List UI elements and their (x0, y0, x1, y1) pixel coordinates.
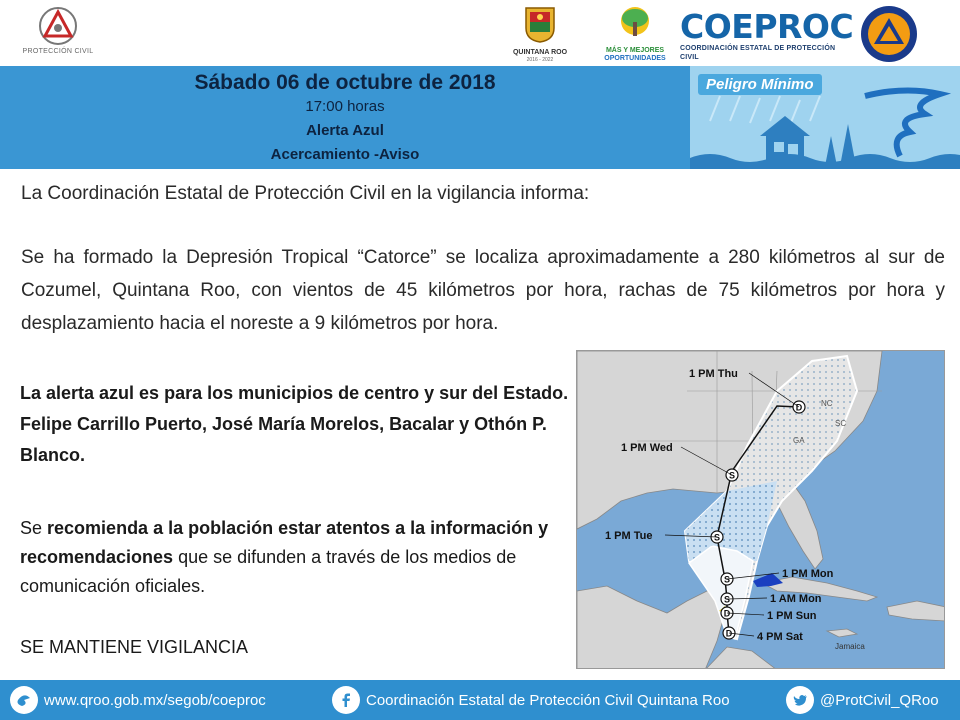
recommendation-part-3: que se difunden a través de los medios de comunicación oficiales. (20, 547, 517, 596)
proteccion-civil-logo (18, 6, 98, 62)
alert-level: Alerta Azul (306, 122, 384, 139)
track-marker-letter-3: S (723, 574, 731, 585)
track-marker-letter-1: S (728, 470, 736, 481)
footer-twitter[interactable] (786, 680, 939, 720)
twitter-handle[interactable]: @ProtCivil_QRoo (820, 691, 939, 709)
alert-stage: Acercamiento -Aviso (270, 146, 420, 163)
bulletin-time: 17:00 horas (305, 98, 385, 115)
proteccion-civil-emblem-icon (38, 6, 78, 46)
facebook-icon (332, 686, 360, 714)
website-icon (10, 686, 38, 714)
track-time-label-6: 4 PM Sat (757, 631, 803, 643)
place-label-jamaica: Jamaica (835, 642, 865, 651)
alert-municipalities (20, 378, 572, 471)
tree-logo-icon (613, 6, 657, 42)
recommendation-emphasis: recomienda a la población estar atentos a la información y recomendaciones (20, 518, 549, 567)
track-time-label-3: 1 PM Mon (782, 568, 834, 580)
civil-protection-seal-icon (858, 4, 920, 64)
coeproc-subtitle: COORDINACIÓN ESTATAL DE PROTECCIÓN CIVIL (680, 45, 836, 61)
website-link[interactable]: www.qroo.gob.mx/segob/coeproc (44, 691, 266, 709)
top-logo-bar (0, 0, 960, 66)
track-time-label-0: 1 PM Thu (689, 368, 738, 380)
track-marker-letter-2: S (713, 532, 721, 543)
track-time-label-1: 1 PM Wed (621, 442, 673, 454)
depression-description: Se ha formado la Depresión Tropical “Catorce” se localiza aproximadamente a 280 kilómetros al sur de Cozumel, Quintana Roo, con vientos de 45 kilómetros por hora, rachas de 75 kilómetros por hora y desplazamiento hacia el noreste a 9 kilómetros por hora. (21, 247, 945, 334)
vigilance-statement: SE MANTIENE VIGILANCIA (20, 637, 249, 657)
civil-protection-seal (858, 4, 920, 64)
alert-scope: La alerta azul es para los municipios de centro y sur del Estado. (20, 383, 569, 403)
intro-text: La Coordinación Estatal de Protección Civil en la vigilancia informa: (21, 183, 590, 204)
track-marker-letter-0: D (795, 402, 803, 413)
track-time-label-2: 1 PM Tue (605, 530, 653, 542)
recommendation-part-1: Se (20, 518, 48, 538)
danger-level-panel (690, 66, 960, 169)
footer-bar (0, 680, 960, 720)
recommendation-text (20, 514, 572, 601)
oportunidades-label: OPORTUNIDADES (604, 55, 666, 62)
footer-facebook[interactable] (332, 680, 730, 720)
coeproc-logo (680, 7, 854, 62)
track-marker-letter-4: S (723, 594, 731, 605)
alert-municipality-list: Felipe Carrillo Puerto, José María Morelos, Bacalar y Othón P. Blanco. (20, 414, 547, 465)
track-time-label-4: 1 AM Mon (770, 593, 822, 605)
forecast-cone-map (577, 351, 945, 669)
state-label-nc: NC (821, 399, 833, 408)
state-label-ga: GA (793, 436, 805, 445)
alert-header-text-area (0, 66, 690, 169)
twitter-icon (786, 686, 814, 714)
quintana-roo-logo (508, 4, 572, 64)
quintana-roo-years: 2016 - 2022 (526, 57, 554, 63)
quintana-roo-label: QUINTANA ROO (512, 49, 568, 56)
coeproc-name: COEPROC (680, 7, 854, 46)
track-marker-letter-6: D (725, 628, 733, 639)
danger-level-badge: Peligro Mínimo (698, 74, 822, 95)
bulletin-date: Sábado 06 de octubre de 2018 (194, 71, 496, 94)
alert-header-band (0, 66, 960, 169)
state-label-sc: SC (835, 419, 847, 428)
mas-label: MÁS Y MEJORES (605, 47, 665, 54)
track-marker-letter-5: D (723, 608, 731, 619)
track-time-label-5: 1 PM Sun (767, 610, 817, 622)
footer-website[interactable] (10, 680, 266, 720)
proteccion-civil-label: PROTECCIÓN CIVIL (22, 48, 94, 55)
quintana-roo-shield-icon (520, 4, 560, 44)
facebook-link[interactable]: Coordinación Estatal de Protección Civil Quintana Roo (366, 691, 730, 709)
forecast-track-map (576, 350, 945, 669)
mas-oportunidades-logo (600, 6, 670, 64)
